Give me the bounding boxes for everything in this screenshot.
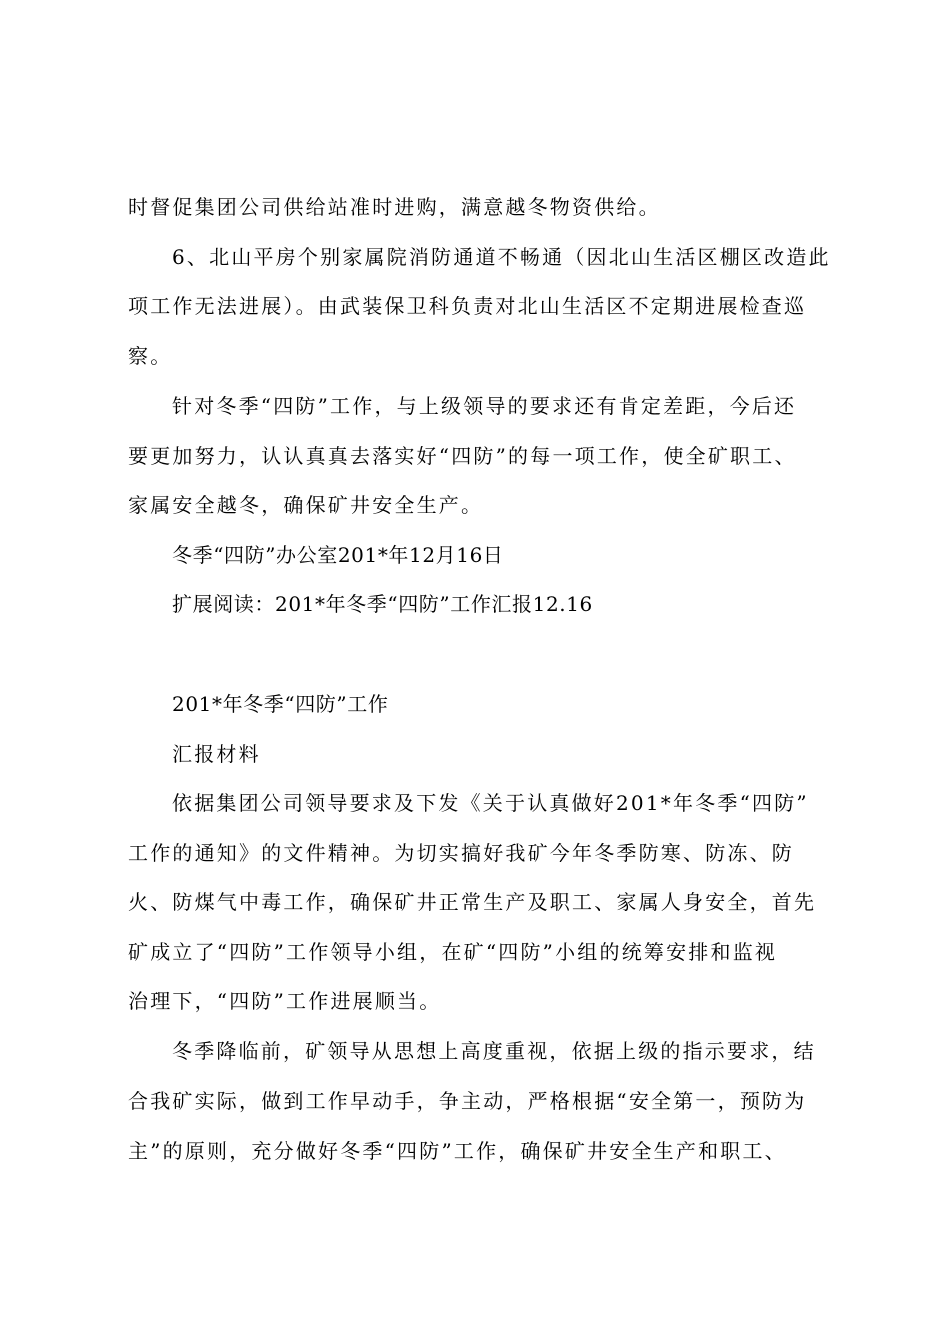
signature-line: 冬季“四防”办公室201*年12月16日: [172, 543, 504, 567]
paragraph-line: 火、防煤气中毒工作，确保矿井正常生产及职工、家属人身安全，首先: [128, 890, 817, 914]
paragraph-line: 冬季降临前，矿领导从思想上高度重视，依据上级的指示要求，结: [172, 1039, 816, 1063]
extended-reading-line: 扩展阅读：201*年冬季“四防”工作汇报12.16: [172, 592, 593, 616]
paragraph-line: 针对冬季“四防”工作，与上级领导的要求还有肯定差距，今后还: [172, 394, 797, 418]
paragraph-line: 6、北山平房个别家属院消防通道不畅通（因北山生活区棚区改造此: [172, 245, 831, 269]
paragraph-line: 时督促集团公司供给站准时进购，满意越冬物资供给。: [128, 195, 661, 219]
paragraph-line: 合我矿实际，做到工作早动手，争主动，严格根据“安全第一，预防为: [128, 1089, 807, 1113]
paragraph-line: 工作的通知》的文件精神。为切实搞好我矿今年冬季防寒、防冻、防: [128, 841, 794, 865]
section-subtitle: 汇报材料: [172, 742, 261, 766]
paragraph-line: 依据集团公司领导要求及下发《关于认真做好201*年冬季“四防”: [172, 791, 809, 815]
paragraph-line: 主”的原则，充分做好冬季“四防”工作，确保矿井安全生产和职工、: [128, 1139, 787, 1163]
paragraph-line: 察。: [128, 344, 173, 368]
paragraph-line: 家属安全越冬，确保矿井安全生产。: [128, 493, 484, 517]
section-title: 201*年冬季“四防”工作: [172, 692, 389, 716]
paragraph-line: 要更加努力，认认真真去落实好“四防”的每一项工作，使全矿职工、: [128, 444, 797, 468]
paragraph-line: 治理下，“四防”工作进展顺当。: [128, 989, 442, 1013]
paragraph-line: 矿成立了“四防”工作领导小组，在矿“四防”小组的统筹安排和监视: [128, 940, 778, 964]
paragraph-line: 项工作无法进展）。由武装保卫科负责对北山生活区不定期进展检查巡: [128, 294, 807, 318]
